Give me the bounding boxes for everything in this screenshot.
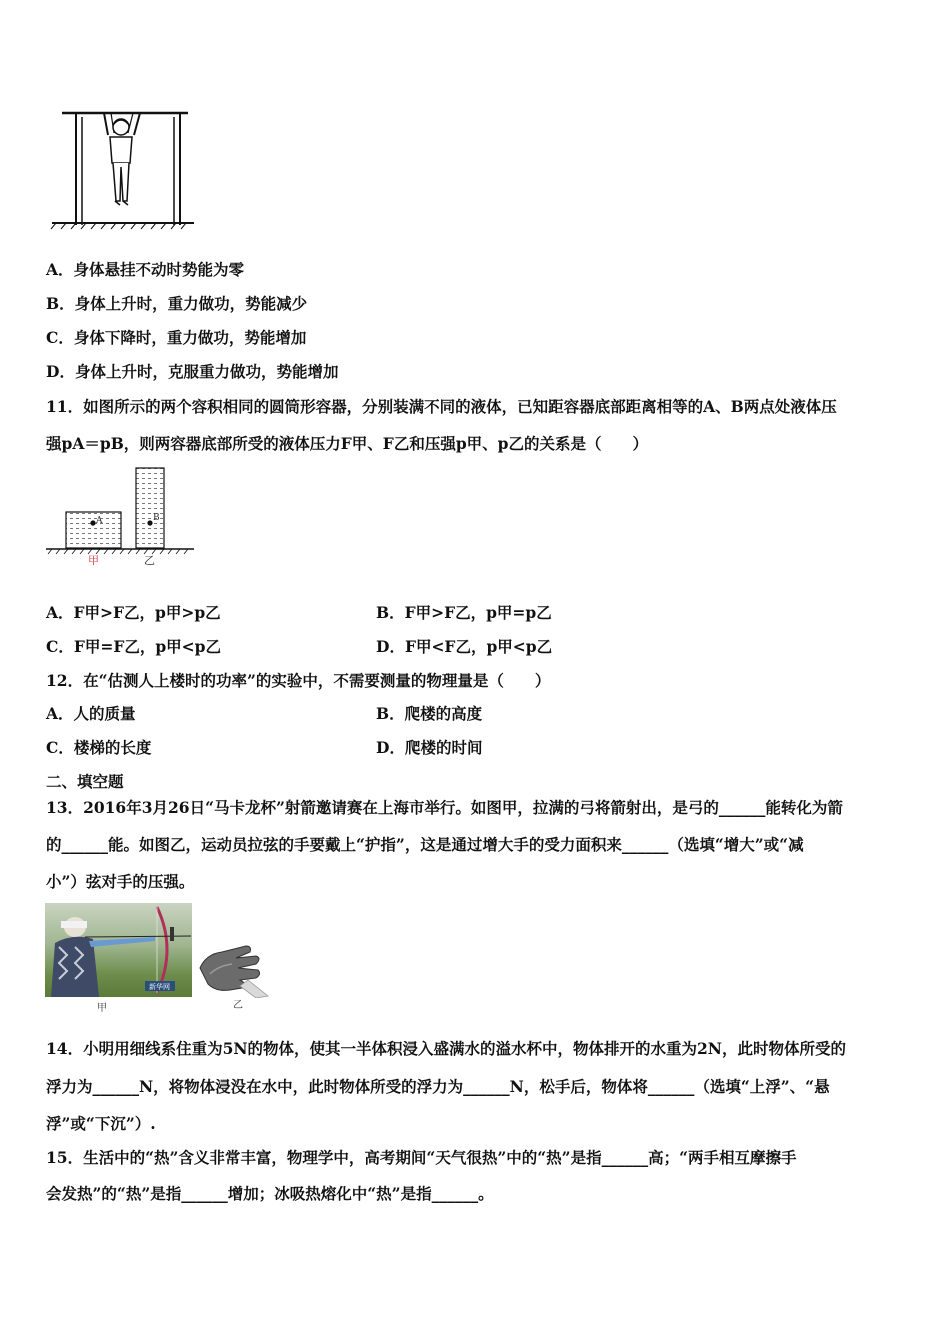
q14-line1: 14．小明用细线系住重为5N的物体，使其一半体积浸入盛满水的溢水杯中，物体排开的水重为2N，此时物体所受的 <box>46 1039 846 1058</box>
container-yi-label: 乙 <box>144 554 155 567</box>
q12-option-a: A．人的质量 <box>46 704 136 723</box>
q11-option-b: B．F甲>F乙，p甲=p乙 <box>376 603 552 622</box>
q11-stem-line2: 强pA＝pB，则两容器底部所受的液体压力F甲、F乙和压强p甲、p乙的关系是（ ） <box>46 434 648 453</box>
q15-line1: 15．生活中的“热”含义非常丰富，物理学中，高考期间“天气很热”中的“热”是指______高；“两手相互摩擦手 <box>46 1148 797 1167</box>
q13-line2: 的______能。如图乙，运动员拉弦的手要戴上“护指”，这是通过增大手的受力面积来______（选填“增大”或“减 <box>46 835 804 854</box>
q14-line2: 浮力为______N，将物体浸没在水中，此时物体所受的浮力为______N，松手后，物体将______（选填“上浮”、“悬 <box>46 1077 830 1096</box>
glove-figure-label: 乙 <box>233 1000 243 1011</box>
q12-stem: 12．在“估测人上楼时的功率”的实验中，不需要测量的物理量是（ ） <box>46 671 551 690</box>
q12-option-d: D．爬楼的时间 <box>376 738 483 757</box>
q11-option-c: C．F甲=F乙，p甲<p乙 <box>46 637 221 656</box>
q14-line3: 浮”或“下沉”）. <box>46 1114 156 1133</box>
containers-figure <box>46 466 196 571</box>
hanging-person-figure <box>48 105 198 231</box>
point-a-label: A <box>96 516 103 526</box>
q11-option-d: D．F甲<F乙，p甲<p乙 <box>376 637 553 656</box>
q12-option-c: C．楼梯的长度 <box>46 738 152 757</box>
q10-option-c: C．身体下降时，重力做功，势能增加 <box>46 328 307 347</box>
q11-option-a: A．F甲>F乙，p甲>p乙 <box>46 603 221 622</box>
point-a-dot <box>90 520 95 525</box>
q11-stem-line1: 11．如图所示的两个容积相同的圆筒形容器，分别装满不同的液体，已知距容器底部距离相等的A、B两点处液体压 <box>46 397 837 416</box>
q10-option-b: B．身体上升时，重力做功，势能减少 <box>46 294 308 313</box>
archer-photo <box>45 903 192 997</box>
q12-option-b: B．爬楼的高度 <box>376 704 483 723</box>
q10-option-d: D．身体上升时，克服重力做功，势能增加 <box>46 362 339 381</box>
q10-option-a: A．身体悬挂不动时势能为零 <box>46 260 245 279</box>
q15-line2: 会发热”的“热”是指______增加；冰吸热熔化中“热”是指______。 <box>46 1184 494 1203</box>
glove-figure <box>196 940 272 998</box>
section-title: 二、填空题 <box>46 772 124 791</box>
point-b-dot <box>147 520 152 525</box>
q13-line3: 小”）弦对手的压强。 <box>46 872 195 891</box>
photo-watermark: 新华网 <box>149 983 170 991</box>
archer-photo-label: 甲 <box>97 1003 107 1014</box>
q13-line1: 13．2016年3月26日“马卡龙杯”射箭邀请赛在上海市举行。如图甲，拉满的弓将箭射出，是弓的______能转化为箭 <box>46 798 843 817</box>
container-jia-label: 甲 <box>88 554 99 567</box>
point-b-label: B <box>153 513 160 523</box>
